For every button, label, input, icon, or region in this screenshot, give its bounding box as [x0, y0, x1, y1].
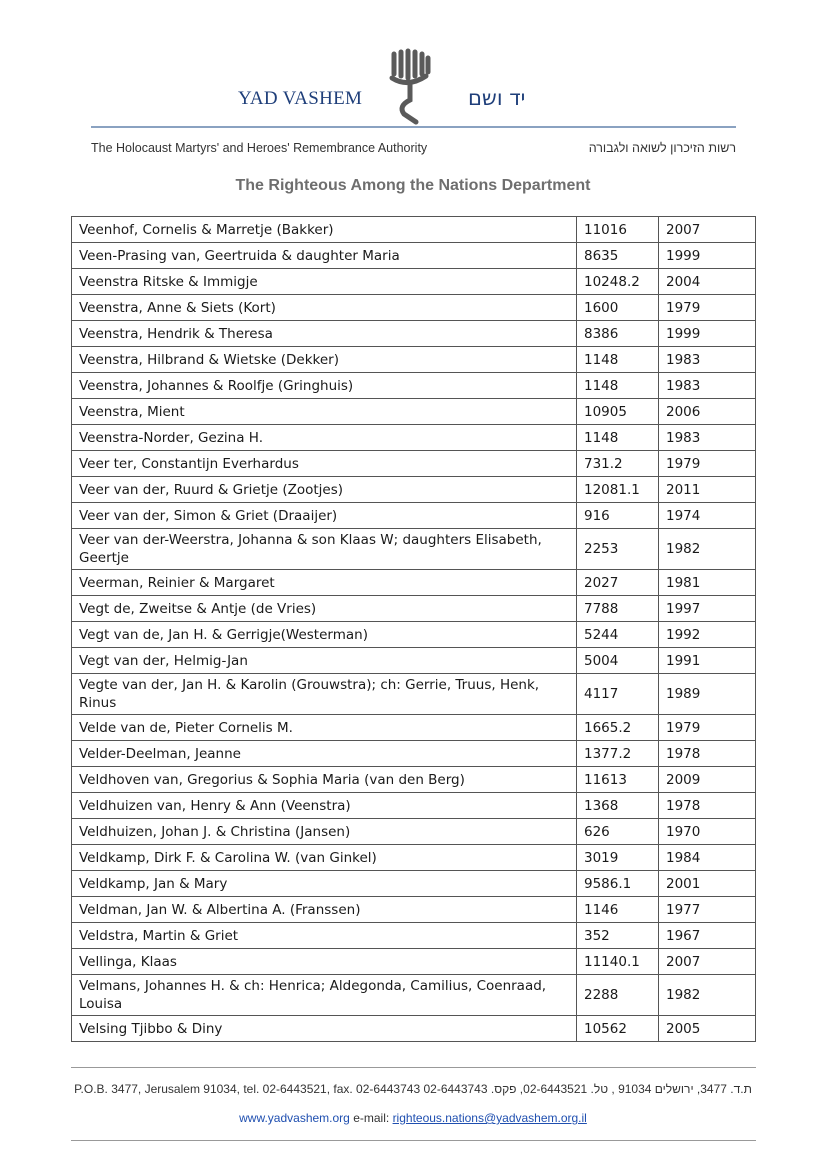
- year-cell: 1978: [659, 741, 756, 767]
- table-row: [72, 295, 756, 321]
- file-number-cell: 1148: [577, 425, 659, 451]
- table-row: [72, 622, 756, 648]
- file-number-cell: 12081.1: [577, 477, 659, 503]
- authority-english: The Holocaust Martyrs' and Heroes' Remembrance Authority: [91, 141, 428, 155]
- file-number-cell: 2288: [577, 975, 659, 1016]
- file-number-cell: 7788: [577, 596, 659, 622]
- department-title: The Righteous Among the Nations Department: [235, 177, 591, 194]
- name-cell: Veerman, Reinier & Margaret: [72, 570, 577, 596]
- name-cell: Vegt van der, Helmig-Jan: [72, 648, 577, 674]
- name-cell: Veenstra, Mient: [72, 399, 577, 425]
- file-number-cell: 352: [577, 923, 659, 949]
- name-cell: Veldhuizen van, Henry & Ann (Veenstra): [72, 793, 577, 819]
- logo-text-english: YAD VASHEM: [238, 88, 363, 109]
- year-cell: 1979: [659, 295, 756, 321]
- file-number-cell: 10905: [577, 399, 659, 425]
- footer-address-english: P.O.B. 3477, Jerusalem 91034, tel. 02-6443521, fax. 02-6443743: [74, 1082, 421, 1096]
- year-cell: 1974: [659, 503, 756, 529]
- name-cell: Veenstra, Hendrik & Theresa: [72, 321, 577, 347]
- table-row: [72, 819, 756, 845]
- footer-divider-top: [71, 1067, 756, 1068]
- table-row: [72, 1016, 756, 1042]
- name-cell: Veer ter, Constantijn Everhardus: [72, 451, 577, 477]
- year-cell: 1978: [659, 793, 756, 819]
- name-cell: Veer van der, Ruurd & Grietje (Zootjes): [72, 477, 577, 503]
- name-cell: Veldkamp, Dirk F. & Carolina W. (van Ginkel): [72, 845, 577, 871]
- menorah-logo-icon: [386, 48, 434, 130]
- table-row: [72, 425, 756, 451]
- authority-line: [91, 141, 736, 159]
- file-number-cell: 8386: [577, 321, 659, 347]
- table-row: [72, 845, 756, 871]
- name-cell: Vellinga, Klaas: [72, 949, 577, 975]
- year-cell: 1967: [659, 923, 756, 949]
- year-cell: 1999: [659, 243, 756, 269]
- name-cell: Veldhoven van, Gregorius & Sophia Maria (van den Berg): [72, 767, 577, 793]
- file-number-cell: 2253: [577, 529, 659, 570]
- year-cell: 2009: [659, 767, 756, 793]
- year-cell: 1979: [659, 715, 756, 741]
- table-row: [72, 477, 756, 503]
- year-cell: 1983: [659, 425, 756, 451]
- name-cell: Veenhof, Cornelis & Marretje (Bakker): [72, 217, 577, 243]
- header-divider: [91, 126, 736, 128]
- year-cell: 1981: [659, 570, 756, 596]
- year-cell: 1979: [659, 451, 756, 477]
- table-row: [72, 503, 756, 529]
- year-cell: 1982: [659, 529, 756, 570]
- year-cell: 2005: [659, 1016, 756, 1042]
- table-row: [72, 648, 756, 674]
- file-number-cell: 1368: [577, 793, 659, 819]
- year-cell: 1982: [659, 975, 756, 1016]
- name-cell: Veenstra, Anne & Siets (Kort): [72, 295, 577, 321]
- year-cell: 2004: [659, 269, 756, 295]
- righteous-list-table: [71, 216, 756, 1042]
- table-row: [72, 793, 756, 819]
- year-cell: 1970: [659, 819, 756, 845]
- table-row: [72, 243, 756, 269]
- table-row: [72, 217, 756, 243]
- table-row: [72, 373, 756, 399]
- table-row: [72, 949, 756, 975]
- footer-address: [0, 1082, 826, 1096]
- file-number-cell: 11016: [577, 217, 659, 243]
- table-row: [72, 897, 756, 923]
- footer-divider-bottom: [71, 1140, 756, 1141]
- year-cell: 1983: [659, 373, 756, 399]
- file-number-cell: 10562: [577, 1016, 659, 1042]
- year-cell: 1999: [659, 321, 756, 347]
- file-number-cell: 11140.1: [577, 949, 659, 975]
- letterhead: [0, 0, 826, 170]
- footer-contact: [0, 1111, 826, 1125]
- file-number-cell: 2027: [577, 570, 659, 596]
- year-cell: 1992: [659, 622, 756, 648]
- year-cell: 1984: [659, 845, 756, 871]
- year-cell: 1977: [659, 897, 756, 923]
- table-row: [72, 570, 756, 596]
- year-cell: 1991: [659, 648, 756, 674]
- file-number-cell: 1148: [577, 347, 659, 373]
- name-cell: Vegte van der, Jan H. & Karolin (Grouwstra); ch: Gerrie, Truus, Henk, Rinus: [72, 674, 577, 715]
- table-row: [72, 741, 756, 767]
- footer-email-label: e-mail:: [353, 1111, 390, 1125]
- name-cell: Veldman, Jan W. & Albertina A. (Franssen): [72, 897, 577, 923]
- file-number-cell: 3019: [577, 845, 659, 871]
- name-cell: Vegt de, Zweitse & Antje (de Vries): [72, 596, 577, 622]
- name-cell: Veenstra, Johannes & Roolfje (Gringhuis): [72, 373, 577, 399]
- name-cell: Velde van de, Pieter Cornelis M.: [72, 715, 577, 741]
- name-cell: Veldkamp, Jan & Mary: [72, 871, 577, 897]
- table-row: [72, 269, 756, 295]
- table-row: [72, 529, 756, 570]
- name-cell: Velder-Deelman, Jeanne: [72, 741, 577, 767]
- table-row: [72, 923, 756, 949]
- name-cell: Velsing Tjibbo & Diny: [72, 1016, 577, 1042]
- name-cell: Veen-Prasing van, Geertruida & daughter Maria: [72, 243, 577, 269]
- file-number-cell: 1665.2: [577, 715, 659, 741]
- file-number-cell: 916: [577, 503, 659, 529]
- name-cell: Veldstra, Martin & Griet: [72, 923, 577, 949]
- table-row: [72, 321, 756, 347]
- table-row: [72, 975, 756, 1016]
- file-number-cell: 11613: [577, 767, 659, 793]
- file-number-cell: 1148: [577, 373, 659, 399]
- footer-address-hebrew: ת.ד. 3477, ירושלים 91034 , טל. 02-6443521, פקס. 02-6443743: [423, 1082, 752, 1096]
- name-cell: Veer van der, Simon & Griet (Draaijer): [72, 503, 577, 529]
- year-cell: 2006: [659, 399, 756, 425]
- file-number-cell: 4117: [577, 674, 659, 715]
- year-cell: 1997: [659, 596, 756, 622]
- name-cell: Veenstra, Hilbrand & Wietske (Dekker): [72, 347, 577, 373]
- file-number-cell: 10248.2: [577, 269, 659, 295]
- table-row: [72, 347, 756, 373]
- logo-text-hebrew: יד ושם: [468, 86, 526, 110]
- file-number-cell: 731.2: [577, 451, 659, 477]
- table-row: [72, 871, 756, 897]
- file-number-cell: 5004: [577, 648, 659, 674]
- table-row: [72, 399, 756, 425]
- file-number-cell: 5244: [577, 622, 659, 648]
- year-cell: 2007: [659, 949, 756, 975]
- file-number-cell: 626: [577, 819, 659, 845]
- name-cell: Veenstra-Norder, Gezina H.: [72, 425, 577, 451]
- authority-hebrew: רשות הזיכרון לשואה ולגבורה: [588, 141, 736, 155]
- table-row: [72, 674, 756, 715]
- name-cell: Velmans, Johannes H. & ch: Henrica; Aldegonda, Camilius, Coenraad, Louisa: [72, 975, 577, 1016]
- year-cell: 2011: [659, 477, 756, 503]
- file-number-cell: 9586.1: [577, 871, 659, 897]
- table-row: [72, 451, 756, 477]
- file-number-cell: 1600: [577, 295, 659, 321]
- table-row: [72, 715, 756, 741]
- name-cell: Vegt van de, Jan H. & Gerrigje(Westerman): [72, 622, 577, 648]
- file-number-cell: 1146: [577, 897, 659, 923]
- year-cell: 1983: [659, 347, 756, 373]
- name-cell: Veer van der-Weerstra, Johanna & son Klaas W; daughters Elisabeth, Geertje: [72, 529, 577, 570]
- footer-email-link[interactable]: righteous.nations@yadvashem.org.il: [392, 1111, 587, 1125]
- year-cell: 2001: [659, 871, 756, 897]
- name-cell: Veenstra Ritske & Immigje: [72, 269, 577, 295]
- year-cell: 1989: [659, 674, 756, 715]
- file-number-cell: 1377.2: [577, 741, 659, 767]
- name-cell: Veldhuizen, Johan J. & Christina (Jansen): [72, 819, 577, 845]
- file-number-cell: 8635: [577, 243, 659, 269]
- table-row: [72, 596, 756, 622]
- footer-website-link[interactable]: www.yadvashem.org: [239, 1111, 350, 1125]
- table-row: [72, 767, 756, 793]
- year-cell: 2007: [659, 217, 756, 243]
